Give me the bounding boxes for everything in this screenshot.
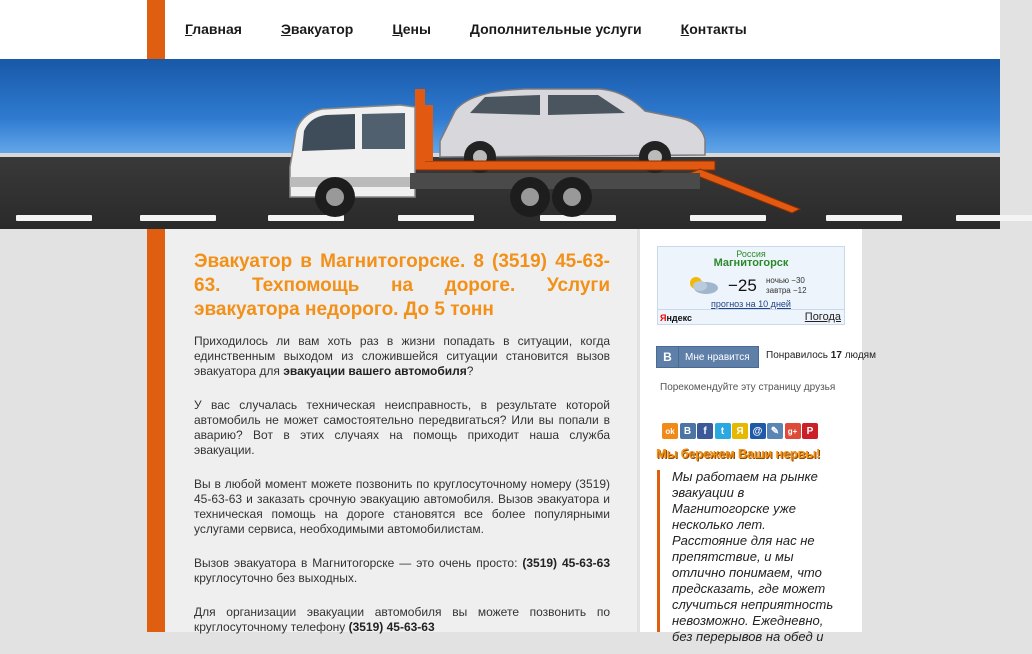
content-accent-stripe xyxy=(147,229,165,632)
yandex-logo xyxy=(660,313,692,323)
paragraph-simple-end: круглосуточно без выходных. xyxy=(194,571,358,585)
share-buttons xyxy=(662,423,820,439)
weather-night-label: ночью xyxy=(766,276,790,285)
accent-stripe xyxy=(147,0,165,59)
weather-night-temp: −30 xyxy=(791,276,805,285)
twitter-icon[interactable]: t xyxy=(715,423,731,439)
yandex-logo-first: Я xyxy=(660,313,667,323)
vk-like-count xyxy=(766,350,876,361)
paragraph-intro-bold: эвакуации вашего автомобиля xyxy=(283,364,467,378)
nav-item-prices[interactable] xyxy=(392,21,431,37)
mailru-icon[interactable]: @ xyxy=(750,423,766,439)
weather-city: Магнитогорск xyxy=(713,257,789,269)
paragraph-intro-text: Приходилось ли вам хоть раз в жизни попадать в ситуации, когда единственным выходом из сложившейся ситуации становится вызов эвакуатора для xyxy=(194,334,610,378)
care-heading: Мы бережем Ваши нервы! xyxy=(656,446,821,461)
nav-item-evacuator-label: вакуатор xyxy=(290,21,354,37)
nav-item-extra-services-initial: Д xyxy=(469,21,481,37)
top-navigation-bar xyxy=(0,0,1000,59)
yandex-icon[interactable]: Я xyxy=(732,423,748,439)
weather-pogoda-link[interactable]: Погода xyxy=(804,311,841,323)
nav-item-prices-initial: Ц xyxy=(392,21,403,37)
vk-count-prefix: Понравилось xyxy=(766,350,831,361)
paragraph-organize xyxy=(194,605,610,635)
about-quote: Мы работаем на рынке эвакуации в Магнитогорске уже несколько лет. Расстояние для нас не препятствие, и мы отлично понимаем, что предсказать, где может случиться неприятность невозможно. Ежедневно, без перерывов на обед и xyxy=(672,469,834,644)
nav-item-home-label: лавная xyxy=(192,21,242,37)
nav-item-home-initial: Г xyxy=(185,21,193,37)
odnoklassniki-icon[interactable]: ok xyxy=(662,423,678,439)
livejournal-icon[interactable]: ✎ xyxy=(767,423,783,439)
paragraph-intro-end: ? xyxy=(466,364,474,378)
nav-item-contacts-initial: К xyxy=(680,21,690,37)
cloudy-sun-icon xyxy=(686,275,722,295)
paragraph-call: Вы в любой момент можете позвонить по круглосуточному номеру (3519) 45-63-63 и заказать срочную эвакуацию автомобиля. Вызов эвакуатора и техническая помощь на дороге становятся все более популярными услугами сервиса, необходимыми автомобилистам. xyxy=(194,477,610,536)
weather-country: Россия xyxy=(736,249,766,259)
nav-item-extra-services[interactable] xyxy=(470,21,642,37)
weather-tomorrow-temp: −12 xyxy=(793,286,807,295)
nav-item-evacuator-initial: Э xyxy=(280,21,291,37)
recommend-text: Порекомендуйте эту страницу друзья xyxy=(660,382,836,393)
nav-item-contacts-label: онтакты xyxy=(689,21,747,37)
weather-forecast-short xyxy=(766,276,807,296)
pinterest-icon[interactable]: P xyxy=(802,423,818,439)
phone-number: (3519) 45-63-63 xyxy=(522,556,610,570)
paragraph-simple-text: Вызов эвакуатора в Магнитогорске — это очень просто: xyxy=(194,556,523,570)
nav-item-evacuator[interactable] xyxy=(281,21,353,37)
vk-count-suffix: людям xyxy=(841,350,876,361)
paragraph-simple xyxy=(194,556,610,586)
tow-truck-image xyxy=(280,69,810,229)
page-title: Эвакуатор в Магнитогорске. 8 (3519) 45-63-63. Техпомощь на дороге. Услуги эвакуатора недорого. До 5 тонн xyxy=(194,251,610,320)
main-nav xyxy=(185,21,786,37)
weather-temperature: −25 xyxy=(728,276,757,295)
quote-accent-bar xyxy=(657,470,660,632)
nav-item-home[interactable] xyxy=(185,21,242,37)
weather-widget[interactable] xyxy=(657,246,845,325)
nav-item-prices-label: ены xyxy=(402,21,431,37)
yandex-logo-rest: ндекс xyxy=(666,313,693,323)
weather-forecast-link[interactable]: прогноз на 10 дней xyxy=(711,299,791,309)
main-content xyxy=(194,250,610,654)
vk-like-label: Мне нравится xyxy=(685,351,750,363)
paragraph-intro xyxy=(194,334,610,379)
phone-number-2: (3519) 45-63-63 xyxy=(348,620,435,634)
googleplus-icon[interactable]: g+ xyxy=(785,423,801,439)
nav-item-contacts[interactable] xyxy=(681,21,747,37)
vk-icon: В xyxy=(657,347,679,367)
paragraph-breakdown: У вас случалась техническая неисправность, в результате которой автомобиль не может самостоятельно передвигаться? Или вы попали в аварию? Вот в этих случаях на помощь приходит наша служба эвакуации. xyxy=(194,398,610,457)
weather-tomorrow-label: завтра xyxy=(766,286,791,295)
header-banner xyxy=(0,59,1000,229)
facebook-icon[interactable]: f xyxy=(697,423,713,439)
vk-count-number: 17 xyxy=(830,350,842,361)
vk-like-button[interactable] xyxy=(656,346,759,368)
nav-item-extra-services-label: ополнительные услуги xyxy=(480,21,642,37)
paragraph-organize-text: Для организации эвакуации автомобиля вы можете позвонить по круглосуточному телефону xyxy=(194,605,610,634)
vkontakte-icon[interactable]: В xyxy=(680,423,696,439)
